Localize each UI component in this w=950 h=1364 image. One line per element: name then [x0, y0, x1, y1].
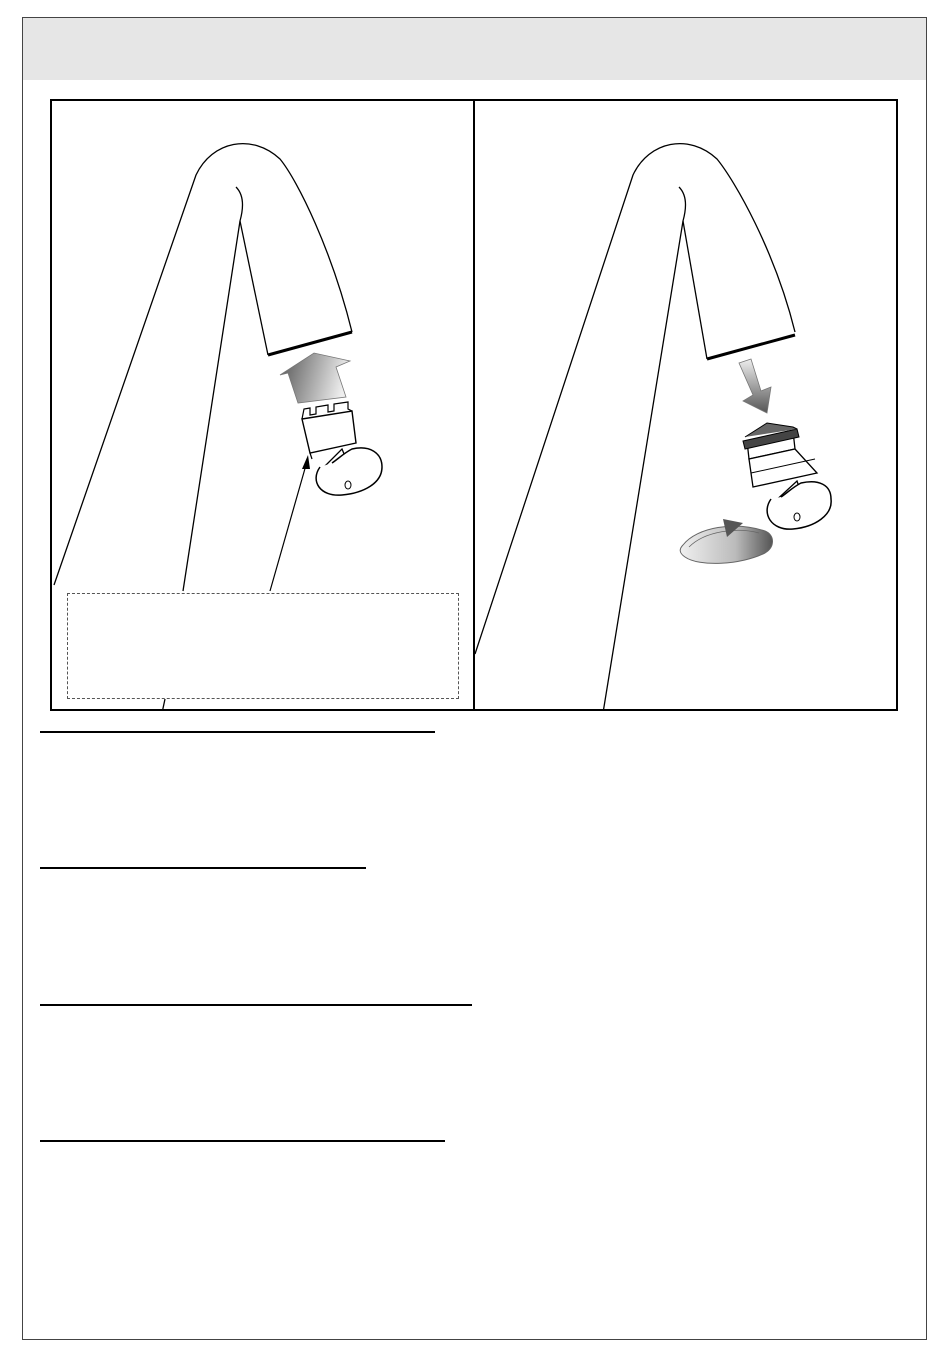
callout-text: [68, 594, 458, 610]
aerator-body: [302, 402, 356, 459]
faucet-spout-inner: [183, 187, 243, 591]
section-heading: [40, 1001, 900, 1002]
section-body: [40, 743, 900, 744]
faucet-spout-mouth: [240, 221, 268, 355]
rotate-arrow-icon: [680, 519, 772, 563]
figure-panel-install: [473, 99, 898, 711]
section-heading: [40, 864, 900, 865]
faucet-spout-mouth: [683, 221, 707, 359]
section-body: [40, 1152, 900, 1153]
section-body: [40, 879, 900, 880]
section-step-2: [40, 864, 900, 880]
figure-panel-remove: [50, 99, 475, 711]
aerator-body: [743, 423, 817, 487]
section-underline: [40, 731, 435, 733]
callout-box: [67, 593, 459, 699]
section-step-3: [40, 1001, 900, 1017]
faucet-outlet-rim: [707, 335, 795, 359]
section-heading: [40, 728, 900, 729]
aerator-key: [316, 448, 382, 495]
section-heading: [40, 1137, 900, 1138]
section-underline: [40, 867, 366, 869]
faucet-install-illustration: [475, 101, 898, 711]
aerator-key: [767, 481, 831, 529]
instruction-figure: [50, 99, 900, 711]
faucet-spout-inner-lower: [162, 699, 165, 711]
faucet-spout-inner: [603, 187, 686, 711]
arrow-up-icon: [280, 353, 350, 403]
section-underline: [40, 1004, 472, 1006]
faucet-outlet-rim: [268, 332, 352, 355]
arrow-down-icon: [739, 359, 771, 413]
section-underline: [40, 1140, 445, 1142]
header-band: [23, 18, 926, 80]
section-step-1: [40, 728, 900, 744]
arrow-pointer-icon: [270, 465, 306, 591]
section-body: [40, 1016, 900, 1017]
section-step-4: [40, 1137, 900, 1153]
